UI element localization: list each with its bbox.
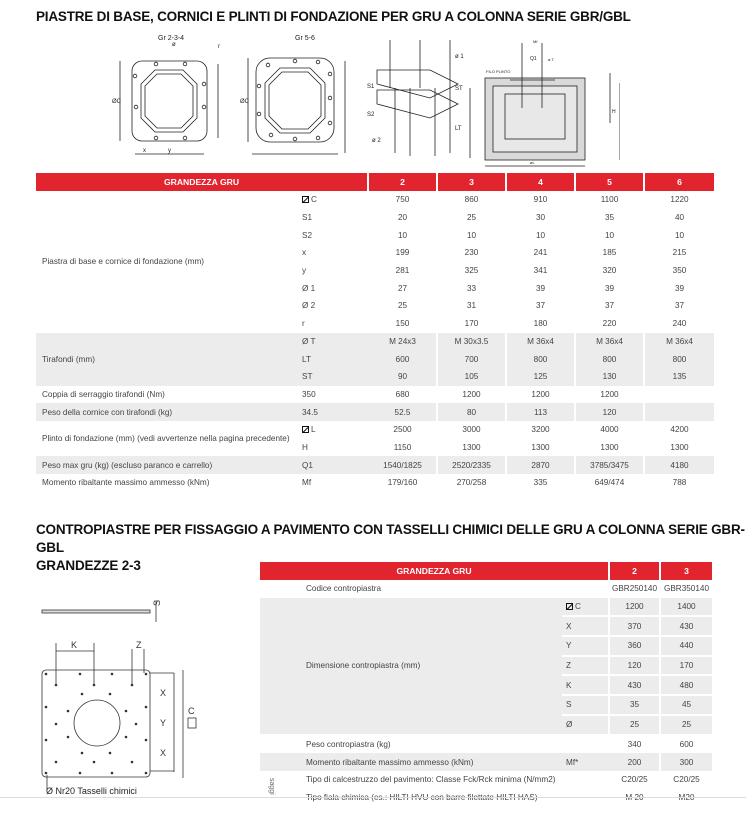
table-cell: 150: [369, 315, 438, 333]
label-lt: LT: [455, 126, 462, 132]
table-cell: 120: [576, 403, 645, 421]
table-row: [36, 456, 716, 474]
table-cell: 130: [576, 368, 645, 386]
row-symbol: [562, 637, 610, 657]
row-symbol: [300, 474, 369, 492]
row-symbol: [300, 403, 369, 421]
table-cell: 25: [661, 716, 714, 736]
row-symbol: [562, 676, 610, 696]
row-symbol: [300, 209, 369, 227]
table-header-row: [260, 562, 714, 580]
header-size: 5: [576, 173, 645, 191]
table-row: [260, 598, 714, 618]
row-symbol-text: C: [311, 195, 317, 205]
table-cell: 199: [369, 244, 438, 262]
label-r-1: r: [218, 44, 220, 50]
square-dimension-icon: [302, 196, 309, 203]
label-y: Y: [160, 718, 167, 728]
anchors-caption: Ø Nr20 Tasselli chimici: [46, 786, 137, 796]
table-cell: 1300: [576, 439, 645, 457]
table-cell: 40: [645, 209, 716, 227]
label-phi1: ø 1: [455, 54, 464, 60]
label-l: øL: [530, 160, 535, 165]
counterplate-drawing: [38, 590, 198, 790]
label-k: K: [71, 640, 78, 650]
row-group-label: Piastra di base e cornice di fondazione (mm): [42, 257, 205, 267]
row-label: Tipo di calcestruzzo del pavimento: Classe Fck/Rck minima (N/mm2): [306, 775, 556, 785]
row-group-label: Momento ribaltante massimo ammesso (kNm): [42, 478, 210, 488]
table-cell: 3200: [507, 421, 576, 439]
table-cell: 39: [645, 279, 716, 297]
table-cell: 215: [645, 244, 716, 262]
table-cell: 910: [507, 191, 576, 209]
label-phit: ø T: [548, 57, 554, 62]
table-cell: 37: [576, 297, 645, 315]
row-symbol: [562, 736, 610, 754]
plate-gr56-drawing: [248, 58, 345, 154]
label-phi-1: ø: [172, 42, 176, 48]
table-cell: 25: [369, 297, 438, 315]
square-dimension-icon: [566, 603, 573, 610]
table-cell: 120: [610, 657, 661, 677]
table-cell: 440: [661, 637, 714, 657]
row-group-label: Coppia di serraggio tirafondi (Nm): [42, 389, 165, 399]
row-symbol: [300, 333, 369, 351]
row-symbol-text: Y: [566, 641, 572, 651]
table-cell: 2500: [369, 421, 438, 439]
row-symbol: [562, 598, 610, 618]
table-cell: 31: [438, 297, 507, 315]
label-s: S: [152, 599, 162, 606]
table-cell: 1200: [438, 386, 507, 404]
row-symbol: [300, 439, 369, 457]
table-cell: 350: [645, 262, 716, 280]
table-cell: 220: [576, 315, 645, 333]
table-cell: 37: [507, 297, 576, 315]
table-cell: 25: [610, 716, 661, 736]
table-cell: 1200: [576, 386, 645, 404]
table-cell: 1300: [438, 439, 507, 457]
section2-title-line2: GRANDEZZE 2-3: [36, 558, 141, 573]
row-symbol: [300, 226, 369, 244]
table-cell: 430: [610, 676, 661, 696]
row-symbol: [300, 456, 369, 474]
table-cell: 25: [438, 209, 507, 227]
row-symbol-text: x: [302, 248, 307, 258]
table-cell: M 36x4: [576, 333, 645, 351]
table-cell: 10: [576, 226, 645, 244]
label-filo-plinto: FILO PLINTO: [486, 69, 511, 74]
table-cell: 10: [438, 226, 507, 244]
square-dimension-icon: [302, 426, 309, 433]
label-x-1: x: [143, 148, 146, 154]
table-cell: 4200: [645, 421, 716, 439]
table-row: [260, 736, 714, 754]
table-cell: 1540/1825: [369, 456, 438, 474]
table-cell: 185: [576, 244, 645, 262]
table-cell: 10: [645, 226, 716, 244]
table-cell: 335: [507, 474, 576, 492]
row-group-label: Peso max gru (kg) (escluso paranco e carrello): [36, 456, 300, 474]
table-cell: 340: [610, 736, 661, 754]
row-symbol-text: 350: [302, 389, 316, 399]
table-cell: 125: [507, 368, 576, 386]
table-header-row: [36, 173, 716, 191]
table-cell: 33: [438, 279, 507, 297]
row-symbol: [562, 617, 610, 637]
table-cell: 52.5: [369, 403, 438, 421]
table-cell: 1200: [610, 598, 661, 618]
label-c: C: [188, 706, 195, 716]
row-symbol: [300, 350, 369, 368]
table-cell: 37: [645, 297, 716, 315]
dimension-label: Dimensione contropiastra (mm): [260, 598, 562, 736]
base-plate-drawings: [90, 28, 620, 168]
table-cell: 10: [507, 226, 576, 244]
empty-cell: [562, 580, 610, 598]
row-symbol-text: LT: [302, 354, 311, 364]
table-cell: 860: [438, 191, 507, 209]
row-group-label: Tirafondi (mm): [36, 333, 300, 386]
table-cell: M 36x4: [507, 333, 576, 351]
table-cell: 135: [645, 368, 716, 386]
table-cell: 35: [576, 209, 645, 227]
side-text: saggi: [268, 778, 275, 795]
table-row: [36, 333, 716, 351]
label-c-2: ØC: [240, 99, 249, 105]
table-cell: C20/25: [610, 771, 661, 789]
row-symbol-text: S2: [302, 230, 313, 240]
label-st: ST: [455, 86, 463, 92]
code-cell: GBR350140: [661, 580, 714, 598]
row-symbol: [300, 244, 369, 262]
anchor-holes: [45, 673, 148, 775]
row-symbol: [562, 657, 610, 677]
table-cell: 649/474: [576, 474, 645, 492]
row-symbol-text: S1: [302, 213, 313, 223]
row-symbol-text: 34.5: [302, 407, 318, 417]
label-gr56: Gr 5-6: [295, 35, 315, 42]
row-symbol: [300, 191, 369, 209]
table-cell: M 30x3.5: [438, 333, 507, 351]
row-symbol: [300, 315, 369, 333]
row-symbol-text: Z: [566, 661, 572, 671]
header-size: 3: [661, 562, 714, 580]
table-cell: 300: [661, 753, 714, 771]
table-cell: 750: [369, 191, 438, 209]
table-row: [260, 580, 714, 598]
header-size: 2: [610, 562, 661, 580]
table-row: [36, 191, 716, 209]
table-cell: 360: [610, 637, 661, 657]
base-plate-table: [36, 173, 716, 492]
row-group-label: Plinto di fondazione (mm) (vedi avvertenze nella pagina precedente): [42, 434, 290, 444]
plate-gr234-drawing: [120, 61, 218, 154]
row-symbol: [300, 297, 369, 315]
table-cell: 281: [369, 262, 438, 280]
table-cell: 430: [661, 617, 714, 637]
table-cell: 325: [438, 262, 507, 280]
table-cell: C20/25: [661, 771, 714, 789]
table-cell: 39: [507, 279, 576, 297]
table-cell: 600: [369, 350, 438, 368]
table-cell: 179/160: [369, 474, 438, 492]
row-symbol-text: Ø T: [302, 336, 316, 346]
row-symbol: [300, 368, 369, 386]
table-cell: 240: [645, 315, 716, 333]
section1-title: PIASTRE DI BASE, CORNICI E PLINTI DI FONDAZIONE PER GRU A COLONNA SERIE GBR/GBL: [36, 9, 631, 24]
row-symbol-text: y: [302, 266, 307, 276]
table-cell: 241: [507, 244, 576, 262]
label-mf: Mf: [533, 39, 538, 44]
table-cell: 90: [369, 368, 438, 386]
code-cell: GBR250140: [610, 580, 661, 598]
row-symbol-text: X: [566, 621, 572, 631]
label-z: Z: [136, 640, 142, 650]
table-cell: 30: [507, 209, 576, 227]
row-symbol-text: Ø: [566, 720, 573, 730]
table-cell: 1150: [369, 439, 438, 457]
table-cell: 270/258: [438, 474, 507, 492]
table-cell: 180: [507, 315, 576, 333]
table-cell: M 24x3: [369, 333, 438, 351]
table-cell: 1300: [507, 439, 576, 457]
row-symbol: [562, 771, 610, 789]
row-symbol: [300, 262, 369, 280]
table-cell: 170: [661, 657, 714, 677]
table-cell: 480: [661, 676, 714, 696]
table-cell: M 36x4: [645, 333, 716, 351]
table-cell: 105: [438, 368, 507, 386]
table-row: [260, 771, 714, 789]
row-symbol-text: r: [302, 319, 305, 329]
table-row: [36, 386, 716, 404]
header-size: 4: [507, 173, 576, 191]
label-c-1: ØC: [112, 99, 121, 105]
table-cell: 45: [661, 696, 714, 716]
code-label: Codice contropiastra: [306, 584, 382, 594]
row-symbol-text: Q1: [302, 460, 313, 470]
page-divider: [0, 797, 746, 798]
table-cell: 341: [507, 262, 576, 280]
header-size: 2: [369, 173, 438, 191]
table-cell: 370: [610, 617, 661, 637]
row-symbol-text: Ø 1: [302, 283, 316, 293]
table-cell: [645, 403, 716, 421]
table-cell: 800: [645, 350, 716, 368]
row-symbol-text: K: [566, 680, 572, 690]
table-cell: 200: [610, 753, 661, 771]
label-gr234: Gr 2-3-4: [158, 35, 185, 42]
row-symbol-text: Ø 2: [302, 301, 316, 311]
row-symbol: [300, 421, 369, 439]
table-cell: 3000: [438, 421, 507, 439]
table-cell: 700: [438, 350, 507, 368]
table-cell: 1200: [507, 386, 576, 404]
table-cell: 39: [576, 279, 645, 297]
header-size: 3: [438, 173, 507, 191]
label-s1: S1: [367, 84, 375, 90]
table-cell: 80: [438, 403, 507, 421]
table-cell: 35: [610, 696, 661, 716]
table-cell: 320: [576, 262, 645, 280]
table-cell: [645, 386, 716, 404]
row-symbol: [562, 716, 610, 736]
section2-title-line1: CONTROPIASTRE PER FISSAGGIO A PAVIMENTO CON TASSELLI CHIMICI DELLE GRU A COLONNA SERIE GBR-GBL: [36, 522, 745, 555]
row-symbol: [300, 279, 369, 297]
table-cell: 230: [438, 244, 507, 262]
label-x-bottom: X: [160, 748, 167, 758]
row-symbol-text: Mf: [302, 478, 312, 488]
label-s2: S2: [367, 112, 375, 118]
table-cell: 2870: [507, 456, 576, 474]
table-cell: 788: [645, 474, 716, 492]
row-symbol-text: S: [566, 700, 572, 710]
table-cell: 4180: [645, 456, 716, 474]
counterplate-table: [260, 562, 714, 806]
table-cell: 600: [661, 736, 714, 754]
row-symbol-text: ST: [302, 372, 313, 382]
table-cell: 20: [369, 209, 438, 227]
row-label: Peso contropiastra (kg): [306, 739, 391, 749]
row-symbol-text: L: [311, 425, 316, 435]
row-symbol: Mf*: [562, 753, 610, 771]
table-cell: 1100: [576, 191, 645, 209]
header-grandezza: GRANDEZZA GRU: [260, 562, 610, 580]
table-cell: 680: [369, 386, 438, 404]
label-x-top: X: [160, 688, 167, 698]
label-h: H: [612, 109, 616, 115]
table-cell: 27: [369, 279, 438, 297]
table-cell: 1400: [661, 598, 714, 618]
table-cell: 113: [507, 403, 576, 421]
table-cell: 3785/3475: [576, 456, 645, 474]
label-phi2: ø 2: [372, 138, 381, 144]
header-grandezza: GRANDEZZA GRU: [36, 173, 369, 191]
table-cell: 800: [507, 350, 576, 368]
table-cell: 800: [576, 350, 645, 368]
table-cell: 1220: [645, 191, 716, 209]
row-symbol: [562, 696, 610, 716]
table-cell: 4000: [576, 421, 645, 439]
table-row: [36, 403, 716, 421]
table-row: [36, 421, 716, 439]
table-row: [36, 474, 716, 492]
table-cell: 170: [438, 315, 507, 333]
table-cell: 1300: [645, 439, 716, 457]
table-cell: 2520/2335: [438, 456, 507, 474]
row-symbol: [300, 386, 369, 404]
table-row: [260, 753, 714, 771]
row-label: Momento ribaltante massimo ammesso (kNm): [260, 753, 562, 771]
row-group-label: Peso della cornice con tirafondi (kg): [36, 403, 300, 421]
row-symbol-text: C: [575, 602, 581, 612]
label-y-1: y: [168, 148, 171, 154]
table-cell: 10: [369, 226, 438, 244]
label-q1: Q1: [530, 56, 537, 62]
row-symbol-text: H: [302, 442, 308, 452]
header-size: 6: [645, 173, 716, 191]
